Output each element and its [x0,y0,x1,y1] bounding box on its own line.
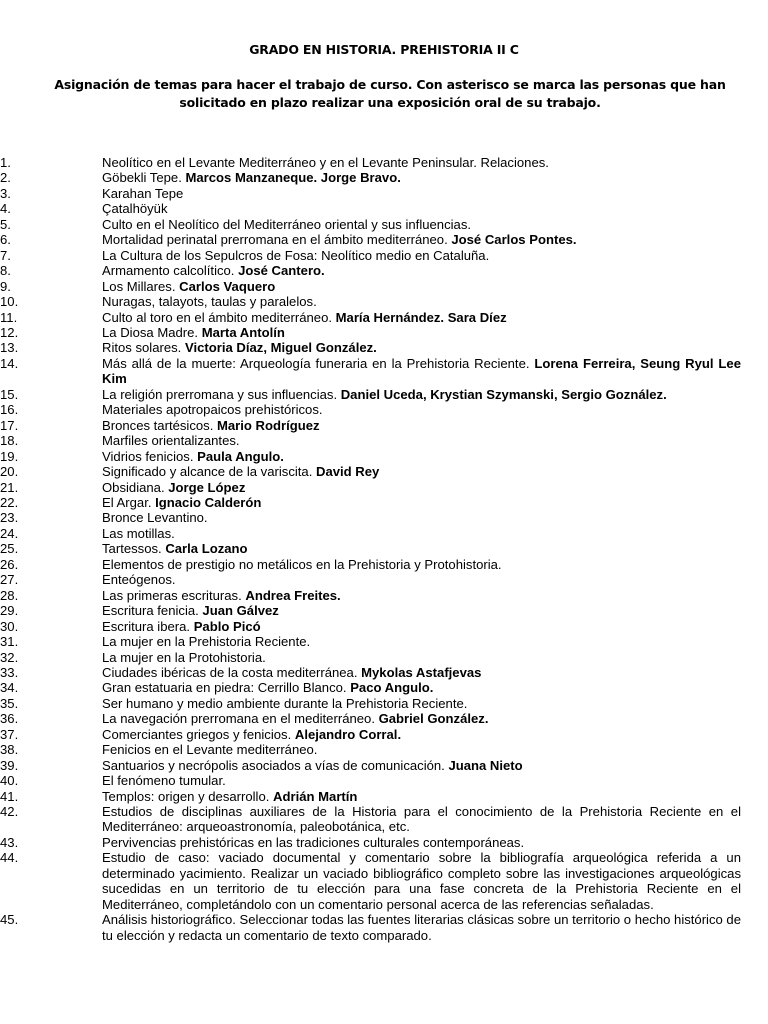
topic-number: 18. [0,433,19,449]
topic-number: 13. [0,340,19,356]
topic-number: 2. [0,170,11,186]
assigned-students: Lorena Ferreira, Seung Ryul Lee Kim [102,355,741,387]
topic-item [0,572,768,587]
assigned-students: Victoria Díaz, Miguel González. [184,340,377,356]
topic-item [0,248,768,263]
topic-title: El Argar. [102,494,156,510]
assigned-students: Jorge López [168,479,246,495]
assigned-students: Marta Antolín [201,324,285,340]
topic-title: Enteógenos. [102,572,176,588]
assigned-students: Carla Lozano [165,541,248,557]
topic-number: 4. [0,201,11,217]
topic-number: 25. [0,541,19,557]
topic-title: Göbekli Tepe. [102,170,186,186]
topic-number: 11. [0,309,18,325]
topic-title: Bronce Levantino. [102,510,208,526]
topic-title: Estudios de disciplinas auxiliares de la Historia para el conocimiento de la Prehistoria Reciente en el Mediterráneo: arqueoastronomía, paleobotánica, etc. [102,804,741,835]
topic-item [0,696,768,711]
topic-number: 32. [0,649,19,665]
topic-item [0,402,768,417]
topic-title: El fenómeno tumular. [102,773,226,789]
document-title: GRADO EN HISTORIA. PREHISTORIA II C [249,42,519,57]
topic-number: 30. [0,618,19,634]
topic-item [0,433,768,448]
topic-title: Nuragas, talayots, taulas y paralelos. [102,294,317,310]
topic-item [0,310,768,325]
topic-title: Culto en el Neolítico del Mediterráneo oriental y sus influencias. [102,216,472,232]
assigned-students: David Rey [315,464,380,480]
topic-item [0,510,768,525]
assigned-students: Marcos Manzaneque. Jorge Bravo. [185,170,401,186]
topic-item [0,387,768,402]
assigned-students: Mario Rodríguez [216,417,320,433]
topic-number: 17. [0,417,19,433]
topic-number: 20. [0,464,19,480]
topic-number: 38. [0,742,19,758]
topic-number: 22. [0,494,19,510]
topic-title: Escritura fenicia. [102,603,203,619]
topic-item [0,449,768,464]
assigned-students: Adrián Martín [273,788,358,804]
topic-item [0,773,768,788]
assigned-students: José Carlos Pontes. [451,232,577,248]
topic-number: 6. [0,232,11,248]
topic-title: Elementos de prestigio no metálicos en la Prehistoria y Protohistoria. [102,556,502,572]
topic-number: 16. [0,402,19,418]
topic-title: Santuarios y necrópolis asociados a vías de comunicación. [102,757,449,773]
topic-number: 41. [0,788,19,804]
topic-number: 8. [0,263,11,279]
topic-item [0,650,768,665]
topic-item [0,789,768,804]
topic-title: Karahan Tepe [102,185,184,201]
topic-item [0,665,768,680]
topic-title: Mortalidad perinatal prerromana en el ámbito mediterráneo. [102,232,452,248]
assigned-students: José Cantero. [238,263,325,279]
topic-number: 31. [0,634,19,650]
topic-title: La mujer en la Prehistoria Reciente. [102,634,311,650]
topic-item [0,850,768,912]
assigned-students: Pablo Picó [193,618,261,634]
topic-item [0,325,768,340]
topic-title: Gran estatuaria en piedra: Cerrillo Blanco. [102,680,351,696]
topic-number: 15. [0,386,19,402]
topic-number: 7. [0,247,11,263]
topic-title: Ritos solares. [102,340,185,356]
topic-number: 5. [0,216,11,232]
topic-title: Tartessos. [102,541,166,557]
topic-number: 35. [0,695,19,711]
topic-title: La Diosa Madre. [102,324,202,340]
topic-number: 14. [0,355,19,371]
topic-number: 34. [0,680,19,696]
topic-item [0,170,768,185]
topic-title: Bronces tartésicos. [102,417,217,433]
topic-title: Las primeras escrituras. [102,587,246,603]
topic-title: La religión prerromana y sus influencias. [102,386,341,402]
topic-item [0,758,768,773]
topic-item [0,804,768,835]
topic-number: 23. [0,510,19,526]
topic-item [0,217,768,232]
topic-title: Significado y alcance de la variscita. [102,464,316,480]
topic-number: 1. [0,155,11,170]
topic-item [0,201,768,216]
topic-item [0,340,768,355]
assigned-students: Andrea Freites. [245,587,341,603]
topic-number: 10. [0,294,19,310]
topic-title: Çatalhöyük [102,201,168,217]
assigned-students: Alejandro Corral. [294,726,402,742]
topic-item [0,495,768,510]
topic-number: 40. [0,773,19,789]
topic-number: 33. [0,664,19,680]
topic-number: 43. [0,834,19,850]
topic-number: 36. [0,711,19,727]
topic-title: Comerciantes griegos y fenicios. [102,726,295,742]
topic-item [0,263,768,278]
topic-item [0,526,768,541]
topic-item [0,279,768,294]
assigned-students: Paco Angulo. [350,680,434,696]
topic-item [0,541,768,556]
topic-title: Estudio de caso: vaciado documental y comentario sobre la bibliografía arqueológica referida a un determinado yacimiento. Realizar un vaciado bibliográfico completo sobre las investigaciones arqueológicas sucedidas en un territorio de tu elección para una fase concreta de la Prehistoria Reciente en el Mediterráneo, completándolo con un comentario personal acerca de las referencias señaladas. [102,850,741,912]
topic-title: Obsidiana. [102,479,169,495]
topic-title: La navegación prerromana en el mediterráneo. [102,711,379,727]
topic-item [0,680,768,695]
topic-item [0,418,768,433]
topic-item [0,742,768,757]
assigned-students: Juana Nieto [448,757,523,773]
topic-title: La Cultura de los Sepulcros de Fosa: Neolítico medio en Cataluña. [102,247,490,263]
topic-title: La mujer en la Protohistoria. [102,649,266,665]
topic-item [0,619,768,634]
assigned-students: Carlos Vaquero [179,278,276,294]
topic-item [0,835,768,850]
topic-item [0,557,768,572]
topic-item [0,480,768,495]
topic-title: Vidrios fenicios. [102,448,198,464]
topic-number: 24. [0,525,19,541]
topic-item [0,186,768,201]
topic-number: 42. [0,804,19,820]
topic-number: 37. [0,726,19,742]
topic-title: Materiales apotropaicos prehistóricos. [102,402,323,418]
topic-title: Fenicios en el Levante mediterráneo. [102,742,318,758]
topic-title: Las motillas. [102,525,175,541]
assigned-students: Juan Gálvez [202,603,279,619]
topic-item [0,634,768,649]
topic-number: 19. [0,448,19,464]
topic-item [0,603,768,618]
topic-item [0,232,768,247]
topic-item [0,155,768,170]
topic-item [0,912,768,943]
topic-item [0,356,768,387]
topic-item [0,464,768,479]
assigned-students: Ignacio Calderón [155,494,262,510]
assigned-students: Mykolas Astafjevas [361,664,482,680]
topic-title: Neolítico en el Levante Mediterráneo y en el Levante Peninsular. Relaciones. [102,155,549,170]
assigned-students: Gabriel González. [378,711,489,727]
topic-number: 9. [0,278,11,294]
topic-item [0,294,768,309]
topic-title: Ser humano y medio ambiente durante la Prehistoria Reciente. [102,695,468,711]
topic-title: Más allá de la muerte: Arqueología funeraria en la Prehistoria Reciente. [102,355,535,371]
topic-title: Los Millares. [102,278,180,294]
topic-number: 21. [0,479,19,495]
topic-title: Escritura ibera. [102,618,194,634]
topic-title: Armamento calcolítico. [102,263,239,279]
topic-title: Templos: origen y desarrollo. [102,788,274,804]
topic-number: 29. [0,603,19,619]
topic-number: 12. [0,324,19,340]
document-intro: Asignación de temas para hacer el trabajo de curso. Con asterisco se marca las personas que han solicitado en plazo realizar una exposición oral de su trabajo. [54,77,726,110]
topic-title: Análisis historiográfico. Seleccionar todas las fuentes literarias clásicas sobre un territorio o hecho histórico de tu elección y redacta un comentario de texto comparado. [102,912,741,943]
topic-number: 44. [0,850,19,866]
topic-title: Marfiles orientalizantes. [102,433,240,449]
topic-number: 27. [0,572,19,588]
assigned-students: Paula Angulo. [197,448,284,464]
topic-number: 45. [0,912,19,928]
assigned-students: Daniel Uceda, Krystian Szymanski, Sergio Goznález. [340,386,667,402]
topic-number: 39. [0,757,19,773]
topic-title: Ciudades ibéricas de la costa mediterránea. [102,664,362,680]
topic-title: Culto al toro en el ámbito mediterráneo. [102,309,336,325]
topic-number: 3. [0,185,11,201]
assigned-students: María Hernández. Sara Díez [335,309,507,325]
topic-number: 26. [0,556,19,572]
topic-number: 28. [0,587,19,603]
topic-list [0,155,768,943]
topic-title: Pervivencias prehistóricas en las tradiciones culturales contemporáneas. [102,834,525,850]
topic-item [0,727,768,742]
topic-item [0,588,768,603]
topic-item [0,711,768,726]
